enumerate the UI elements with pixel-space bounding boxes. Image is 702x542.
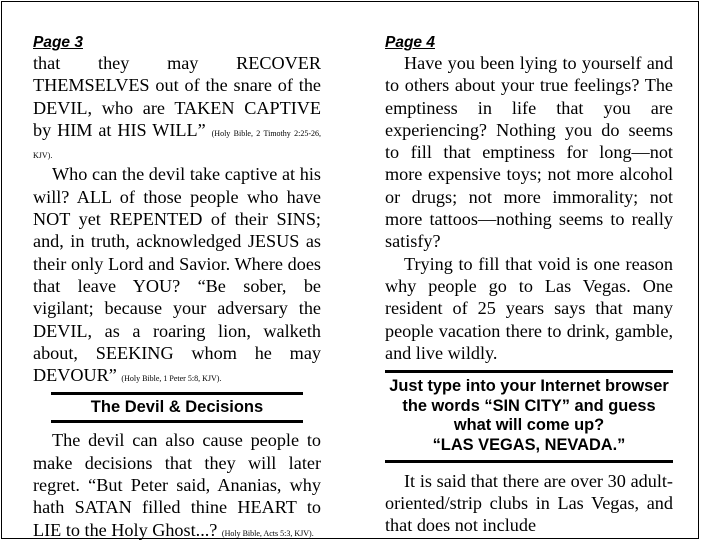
page-3-paragraph-2	[33, 163, 321, 386]
page-3-label: Page 3	[33, 34, 83, 51]
scripture-citation: (Holy Bible, 1 Peter 5:8, KJV).	[121, 374, 222, 384]
page-4-column	[385, 33, 673, 536]
page-4-label: Page 4	[385, 34, 435, 51]
page-4-paragraph-3: It is said that there are over 30 adult-oriented/strip clubs in Las Vegas, and that does not include	[385, 470, 673, 536]
callout-emphasis: “LAS VEGAS, NEVADA.”	[432, 435, 626, 454]
paragraph-text: The devil can also cause people to make decisions that they will later regret. “But Peter said, Ananias, why hath SATAN filled thine HEART to LIE to the Holy Ghost...?	[33, 430, 321, 540]
scripture-citation: (Holy Bible, 2 Timothy 2:25-26, KJV).	[33, 128, 322, 161]
callout-box	[385, 370, 673, 462]
page-3-column	[33, 33, 321, 541]
page-4-paragraph-1: Have you been lying to yourself and to others about your true feelings? The emptiness in life that you are experiencing? Nothing you do seems to fill that emptiness for long—not more expensive toys; not more alcohol or drugs; not more immorality; not more tattoos—nothing seems to really satisfy?	[385, 53, 673, 252]
scripture-citation: (Holy Bible, Acts 5:3, KJV).	[221, 528, 314, 538]
callout-text: Just type into your Internet browser the words “SIN CITY” and guess what will come up?	[389, 377, 669, 435]
section-heading: The Devil & Decisions	[51, 392, 303, 423]
page-3-paragraph-1	[33, 52, 321, 163]
paragraph-text: Who can the devil take captive at his will? ALL of those people who have NOT yet REPENTED of their SINS; and, in truth, acknowledged JESUS as their only Lord and Savior. Where does that leave YOU? “Be sober, be vigilant; because your adversary the DEVIL, as a roaring lion, walketh about, SEEKING whom he may DEVOUR”	[33, 164, 321, 386]
page-3-paragraph-3	[33, 429, 321, 540]
paragraph-text: that they may RECOVER THEMSELVES out of the snare of the DEVIL, who are TAKEN CAPTIVE by HIM at HIS WILL”	[33, 53, 321, 140]
page-4-paragraph-2: Trying to fill that void is one reason why people go to Las Vegas. One resident of 25 years says that many people vacation there to drink, gamble, and live wildly.	[385, 253, 673, 363]
